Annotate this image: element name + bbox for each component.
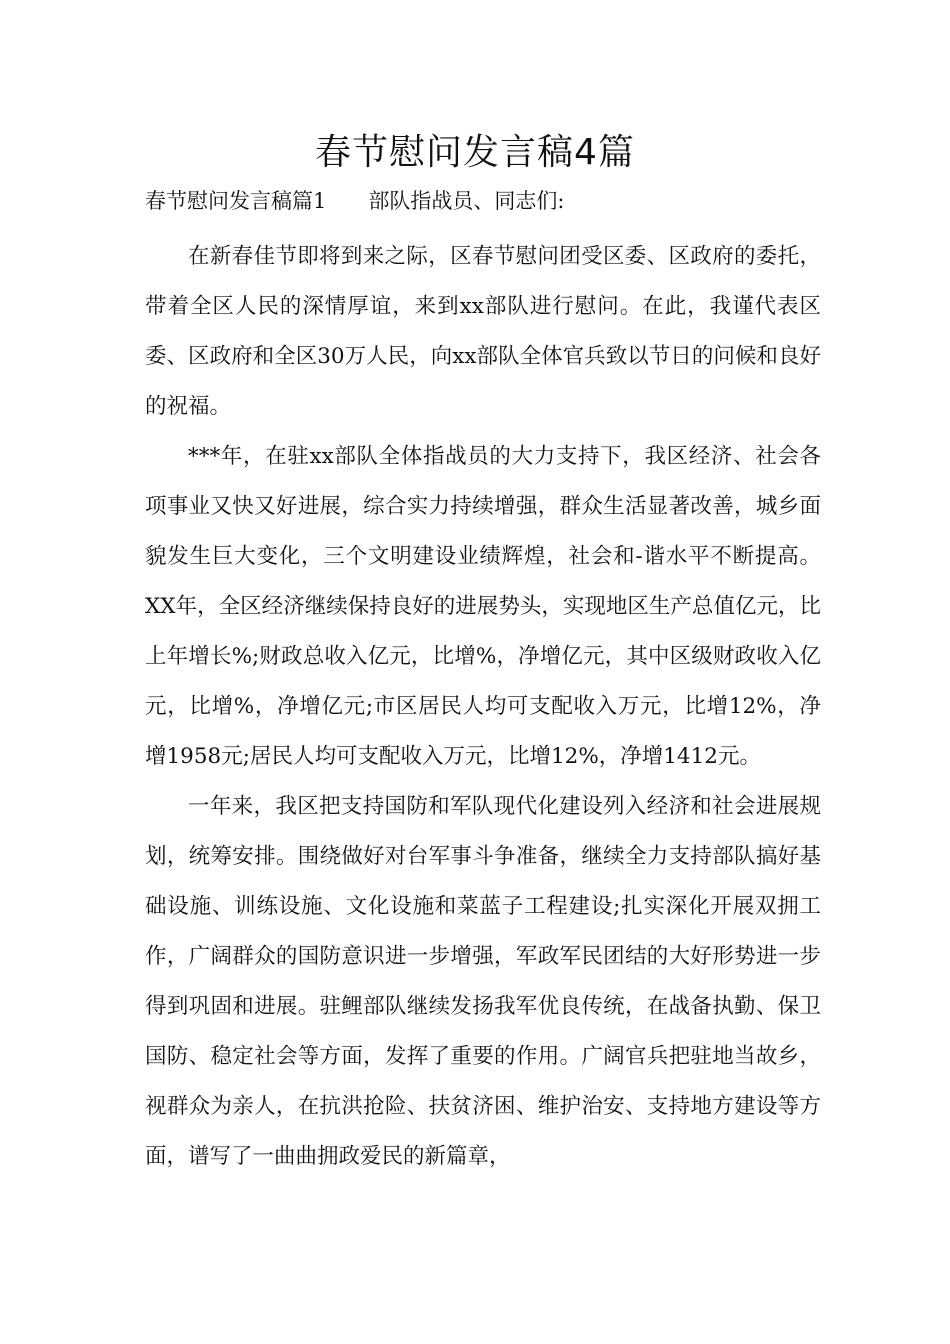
section-label: 春节慰问发言稿篇1: [145, 189, 327, 213]
paragraph-3: 一年来，我区把支持国防和军队现代化建设列入经济和社会进展规划，统筹安排。围绕做好对台军事斗争准备，继续全力支持部队搞好基础设施、训练设施、文化设施和菜蓝子工程建设;扎实深化开展双拥工作，广阔群众的国防意识进一步增强，军政军民团结的大好形势进一步得到巩固和进展。驻鲤部队继续发扬我军优良传统，在战备执勤、保卫国防、稳定社会等方面，发挥了重要的作用。广阔官兵把驻地当故乡，视群众为亲人，在抗洪抢险、扶贫济困、维护治安、支持地方建设等方面，谱写了一曲曲拥政爱民的新篇章，: [145, 794, 821, 1169]
paragraph-1: 在新春佳节即将到来之际，区春节慰问团受区委、区政府的委托，带着全区人民的深情厚谊，来到xx部队进行慰问。在此，我谨代表区委、区政府和全区30万人民，向xx部队全体官兵致以节日的问候和良好的祝福。: [145, 244, 821, 419]
document-title: 春节慰问发言稿4篇: [315, 132, 635, 173]
salutation: 部队指战员、同志们:: [368, 189, 565, 213]
document-body: [145, 232, 821, 1182]
section-heading-line: [145, 186, 825, 216]
paragraph-2: ***年，在驻xx部队全体指战员的大力支持下，我区经济、社会各项事业又快又好进展，综合实力持续增强，群众生活显著改善，城乡面貌发生巨大变化，三个文明建设业绩辉煌，社会和-谐水平不断提高。XX年，全区经济继续保持良好的进展势头，实现地区生产总值亿元，比上年增长%;财政总收入亿元，比增%，净增亿元，其中区级财政收入亿元，比增%，净增亿元;市区居民人均可支配收入万元，比增12%，净增1958元;居民人均可支配收入万元，比增12%，净增1412元。: [145, 444, 821, 769]
